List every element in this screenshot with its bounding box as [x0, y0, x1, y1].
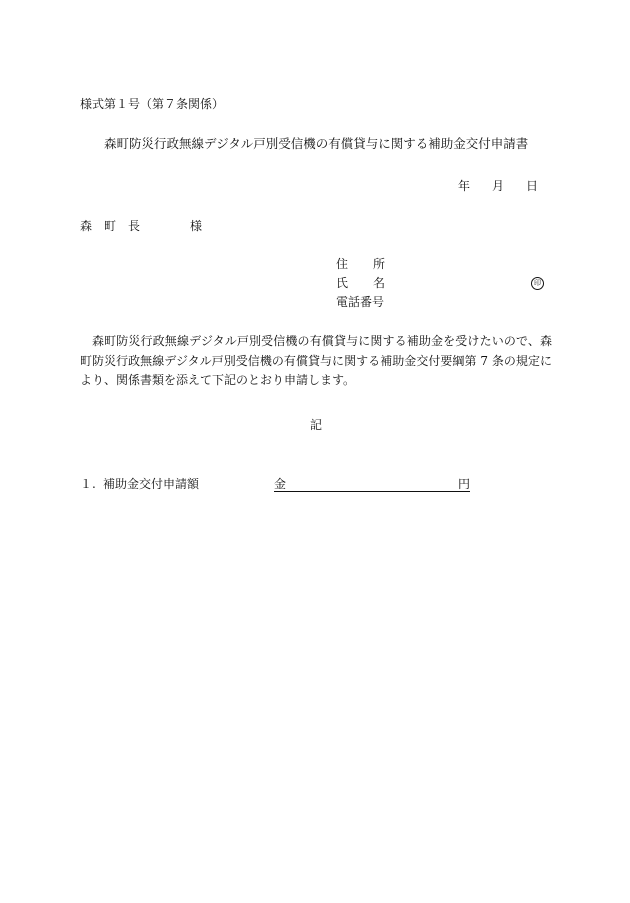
date-line	[458, 178, 538, 194]
addressee-part-2: 町	[104, 219, 117, 233]
applicant-block	[336, 256, 550, 313]
date-year-label: 年	[458, 179, 471, 193]
amount-suffix: 円	[457, 477, 470, 491]
ki-heading: 記	[310, 418, 323, 432]
item-label: 補助金交付申請額	[103, 477, 200, 491]
addressee-part-3: 長	[128, 219, 141, 233]
addressee-honorific: 様	[190, 219, 203, 233]
address-row	[336, 256, 550, 275]
application-statement: 森町防災行政無線デジタル戸別受信機の有償貸与に関する補助金を受けたいので、森町防災行政無線デジタル戸別受信機の有償貸与に関する補助金交付要綱第 7 条の規定により、関係書類を添えて下記のとおり申請します。	[80, 334, 552, 387]
address-label-1: 住	[336, 257, 349, 271]
form-number: 様式第１号（第７条関係）	[80, 97, 225, 111]
amount-field[interactable]	[274, 476, 470, 492]
date-month-label: 月	[492, 179, 505, 193]
date-day-label: 日	[526, 179, 539, 193]
address-label-2: 所	[373, 257, 386, 271]
addressee-part-1: 森	[80, 219, 93, 233]
name-row	[336, 275, 550, 294]
amount-prefix: 金	[274, 477, 287, 491]
phone-row	[336, 294, 550, 313]
document-title: 森町防災行政無線デジタル戸別受信機の有償貸与に関する補助金交付申請書	[104, 136, 529, 151]
item-number: １.	[80, 477, 96, 491]
addressee	[80, 218, 202, 234]
name-label-2: 名	[373, 276, 386, 290]
phone-label: 電話番号	[336, 295, 385, 309]
name-label-1: 氏	[336, 276, 349, 290]
seal-mark: 印	[531, 277, 544, 290]
